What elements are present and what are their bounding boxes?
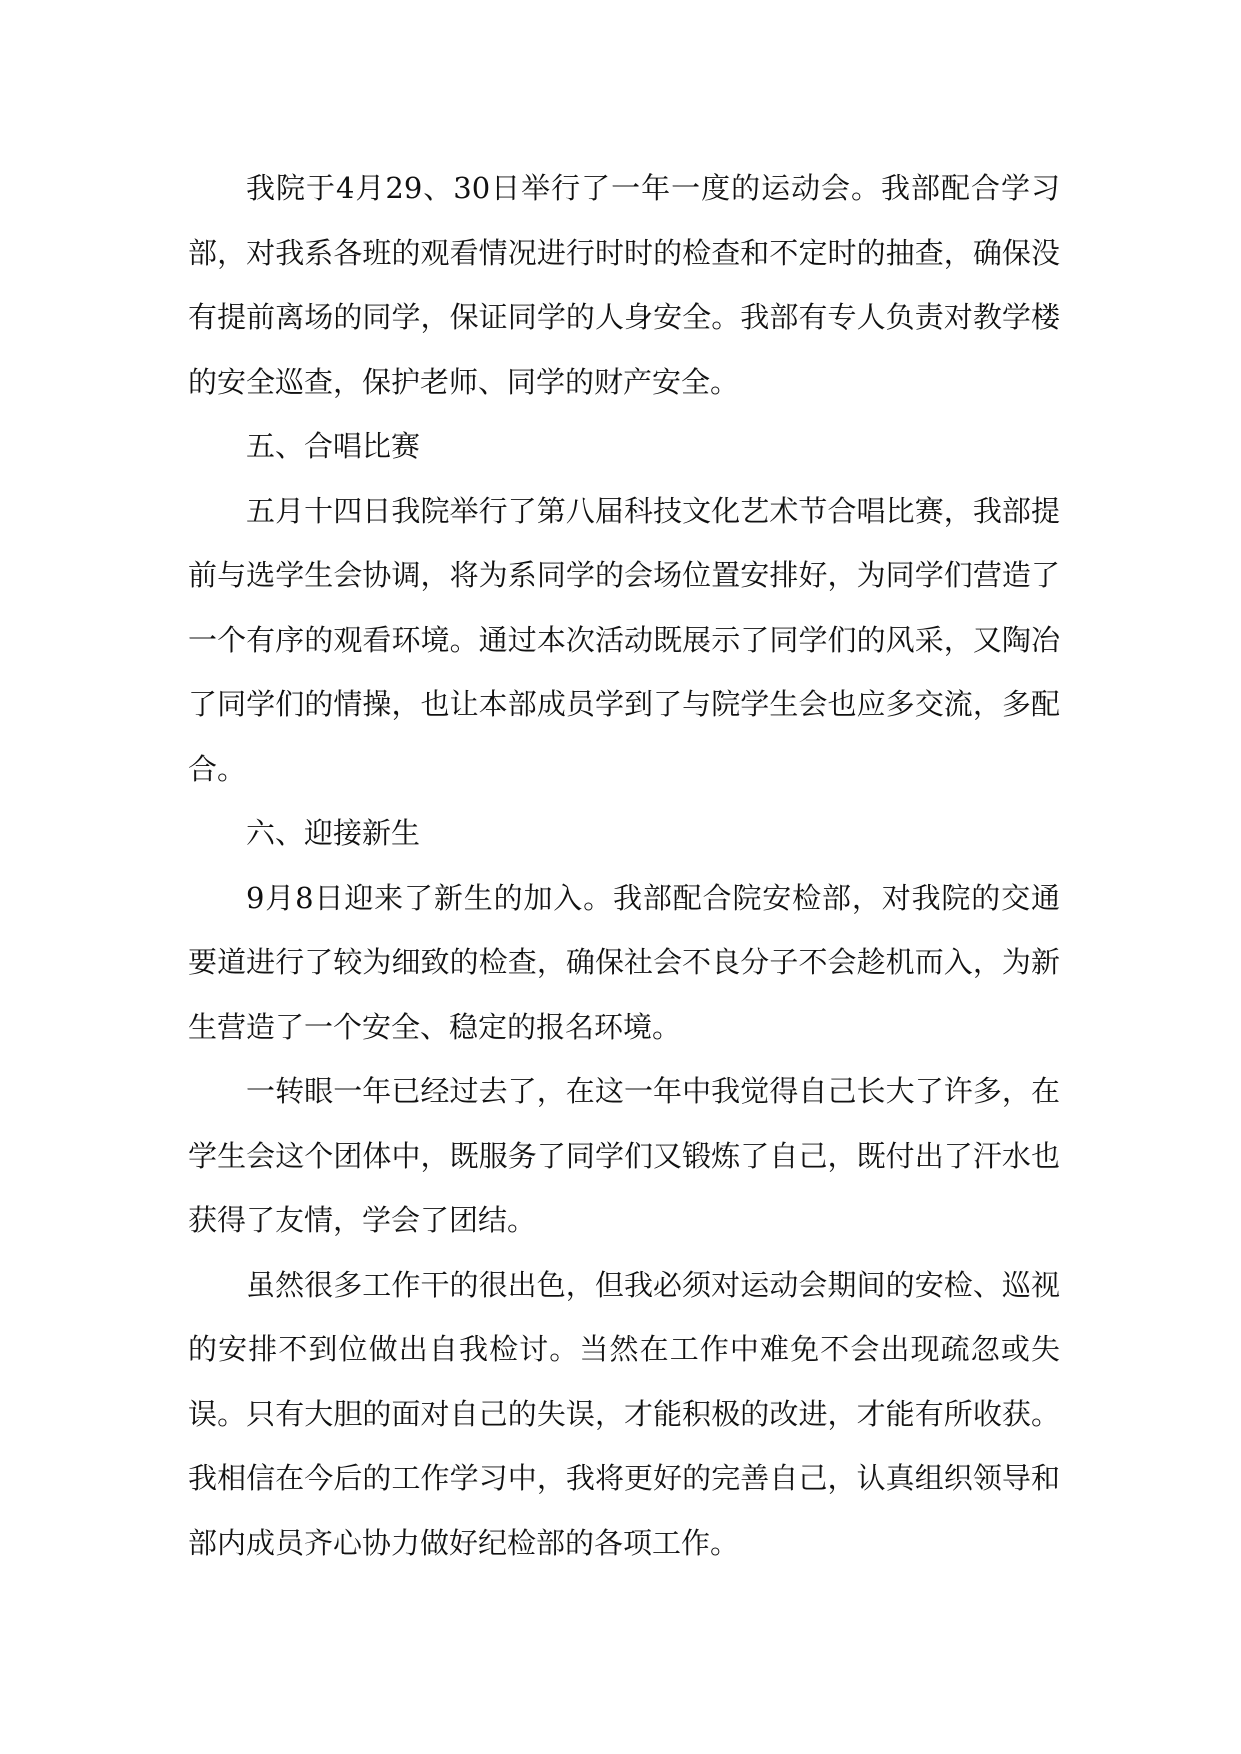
heading-chorus-contest: 五、合唱比赛 bbox=[246, 429, 421, 463]
heading-welcome-freshmen: 六、迎接新生 bbox=[246, 816, 421, 850]
paragraph-welcome-freshmen: 9月8日迎来了新生的加入。我部配合院安检部，对我院的交通要道进行了较为细致的检查，确保社会不良分子不会趁机而入，为新生营造了一个安全、稳定的报名环境。 bbox=[188, 880, 1060, 1044]
document-body bbox=[188, 156, 1060, 1575]
paragraph-chorus-contest: 五月十四日我院举行了第八届科技文化艺术节合唱比赛，我部提前与选学生会协调，将为系同学的会场位置安排好，为同学们营造了一个有序的观看环境。通过本次活动既展示了同学们的风采，又陶冶了同学们的情操，也让本部成员学到了与院学生会也应多交流，多配合。 bbox=[188, 493, 1060, 786]
paragraph-sports-meet: 我院于4月29、30日举行了一年一度的运动会。我部配合学习部，对我系各班的观看情况进行时时的检查和不定时的抽查，确保没有提前离场的同学，保证同学的人身安全。我部有专人负责对教学楼的安全巡查，保护老师、同学的财产安全。 bbox=[188, 171, 1060, 399]
paragraph-self-review: 虽然很多工作干的很出色，但我必须对运动会期间的安检、巡视的安排不到位做出自我检讨。当然在工作中难免不会出现疏忽或失误。只有大胆的面对自己的失误，才能积极的改进，才能有所收获。我相信在今后的工作学习中，我将更好的完善自己，认真组织领导和部内成员齐心协力做好纪检部的各项工作。 bbox=[188, 1267, 1060, 1560]
paragraph-year-reflection: 一转眼一年已经过去了，在这一年中我觉得自己长大了许多，在学生会这个团体中，既服务了同学们又锻炼了自己，既付出了汗水也获得了友情，学会了团结。 bbox=[188, 1074, 1060, 1237]
